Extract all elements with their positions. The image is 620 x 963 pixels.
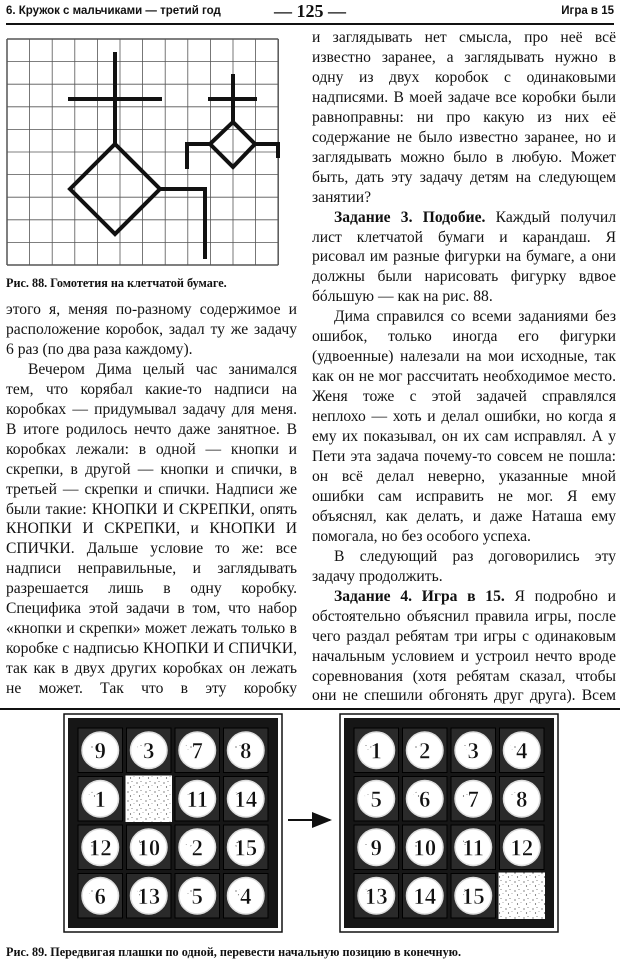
tile-number: 15 xyxy=(461,883,485,909)
tile-number: 13 xyxy=(364,883,388,909)
empty-slot xyxy=(499,873,546,920)
figure-89-caption: Рис. 89. Передвигая плашки по одной, перевести начальную позицию в конечную. xyxy=(6,945,462,959)
grid-lines xyxy=(7,39,278,265)
running-header xyxy=(6,0,614,22)
tile-number: 7 xyxy=(467,786,479,812)
small-left-leg xyxy=(187,144,210,167)
tile-number: 14 xyxy=(234,786,258,812)
figure-88-caption: Рис. 88. Гомотетия на клетчатой бумаге. xyxy=(6,276,227,290)
task-3-paragraph xyxy=(312,208,616,308)
tile-number: 7 xyxy=(191,738,203,764)
left-paragraph-2: Вечером Дима целый час занимался тем, что корябал какие-то надписи на коробках — придумывал задачу для меня. В итоге родилось нечто даже занятное. В коробках лежали: в одной — кнопки и скрепки, в другой — кнопки и спички, в третьей — скрепки и спички. Надписи же были такие: КНОПКИ И СКРЕПКИ, опять КНОПКИ И СКРЕПКИ, и КНОПКИ И СПИЧКИ. Дальше условие то же: все надписи неправильные, и заглядывать разрешается лишь в одну коробку. Специфика этой задачи в том, что набор «кнопки и скрепки» может лежать только в коробке с надписью КНОПКИ И СПИЧКИ, так как в двух других коробках он лежать не может. Так что в эту коробку xyxy=(6,360,297,698)
tile-number: 2 xyxy=(191,835,203,861)
tile-number: 4 xyxy=(516,738,528,764)
right-paragraph-3: Дима справился со всеми заданиями без ошибок, только иногда его фигурки (удвоенные) налезали на мои исходные, так как он не мог рассчитать необходимое место. Женя тоже с этой задачей справлялся неплохо — хоть и делал ошибки, но когда я ему их показывал, он их сам исправлял. А у Пети эта задача почему-то совсем не пошла: он всё делал неверно, указанные мной ошибки сам исправить не мог. Я ему объяснял, как делать, и даже Наташа ему помогала, но без особого успеха. xyxy=(312,308,616,545)
puzzle-board-end xyxy=(340,714,558,932)
task-4-text: Я подробно и обстоятельно объяснил правила игры, после чего раздал ребятам три игры с одинаковым начальным условием и устроил нечто вроде соревнования (хотя ребятам сказал, чтобы они не спешили обгонять друг друга). Всем xyxy=(312,587,616,705)
small-right-leg xyxy=(255,144,278,156)
task-3-text: Каждый получил лист клетчатой бумаги и карандаш. Я рисовал им разные фигурки на бумаге, а они должны были нарисовать фигурку вдвое бóльшую — как на рис. 88. xyxy=(312,208,616,306)
tile-number: 5 xyxy=(191,883,203,909)
right-column xyxy=(312,28,616,706)
puzzle-board-start xyxy=(64,714,282,932)
tile-number: 12 xyxy=(88,835,112,861)
tile-number: 12 xyxy=(510,835,534,861)
empty-slot xyxy=(126,776,173,823)
page-number: — 125 — xyxy=(274,1,346,21)
tile-number: 3 xyxy=(467,738,479,764)
small-diamond xyxy=(210,122,255,167)
tile-number: 5 xyxy=(370,786,382,812)
tile-number: 15 xyxy=(234,835,258,861)
task-4-paragraph xyxy=(312,587,616,707)
right-paragraph-1: и заглядывать нет смысла, про неё всё известно заранее, а заглядывать нужно в одну из двух коробок с одинаковыми надписями. В моей задаче все коробки были равноправны: ни про какую из них её содержание не было известно заранее, но и заглядывать можно было в любую. Может быть, дать эту задачу детям на следующем занятии? xyxy=(312,29,616,206)
tile-number: 8 xyxy=(516,786,528,812)
tile-number: 6 xyxy=(94,883,106,909)
tile-number: 9 xyxy=(370,835,382,861)
tile-number: 14 xyxy=(413,883,437,909)
tile-number: 11 xyxy=(186,786,209,812)
left-column xyxy=(6,300,297,699)
tile-number: 2 xyxy=(419,738,431,764)
tile-number: 1 xyxy=(94,786,106,812)
header-rule xyxy=(6,23,614,25)
tile-number: 6 xyxy=(419,786,431,812)
tile-number: 9 xyxy=(94,738,106,764)
section-title: Игра в 15 xyxy=(561,5,614,17)
figure-89-fifteen-puzzle xyxy=(0,708,620,940)
task-3-label: Задание 3. Подобие. xyxy=(334,208,486,226)
tile-number: 3 xyxy=(143,738,155,764)
task-4-label: Задание 4. Игра в 15. xyxy=(334,587,505,605)
tile-number: 10 xyxy=(137,835,161,861)
tile-number: 10 xyxy=(413,835,437,861)
tile-number: 1 xyxy=(370,738,382,764)
chapter-title: 6. Кружок с мальчиками — третий год xyxy=(6,5,221,17)
large-right-leg xyxy=(160,189,205,257)
tile-number: 8 xyxy=(240,738,252,764)
right-paragraph-4: В следующий раз договорились эту задачу продолжить. xyxy=(312,547,616,585)
left-paragraph-1: этого я, меняя по-разному содержимое и расположение коробок, задал ту же задачу 6 раз (по два раза каждому). xyxy=(6,301,297,358)
figure-88-grid-drawing xyxy=(6,38,298,269)
tile-number: 13 xyxy=(137,883,161,909)
tile-number: 4 xyxy=(240,883,252,909)
tile-number: 11 xyxy=(462,835,485,861)
large-diamond xyxy=(70,144,160,234)
